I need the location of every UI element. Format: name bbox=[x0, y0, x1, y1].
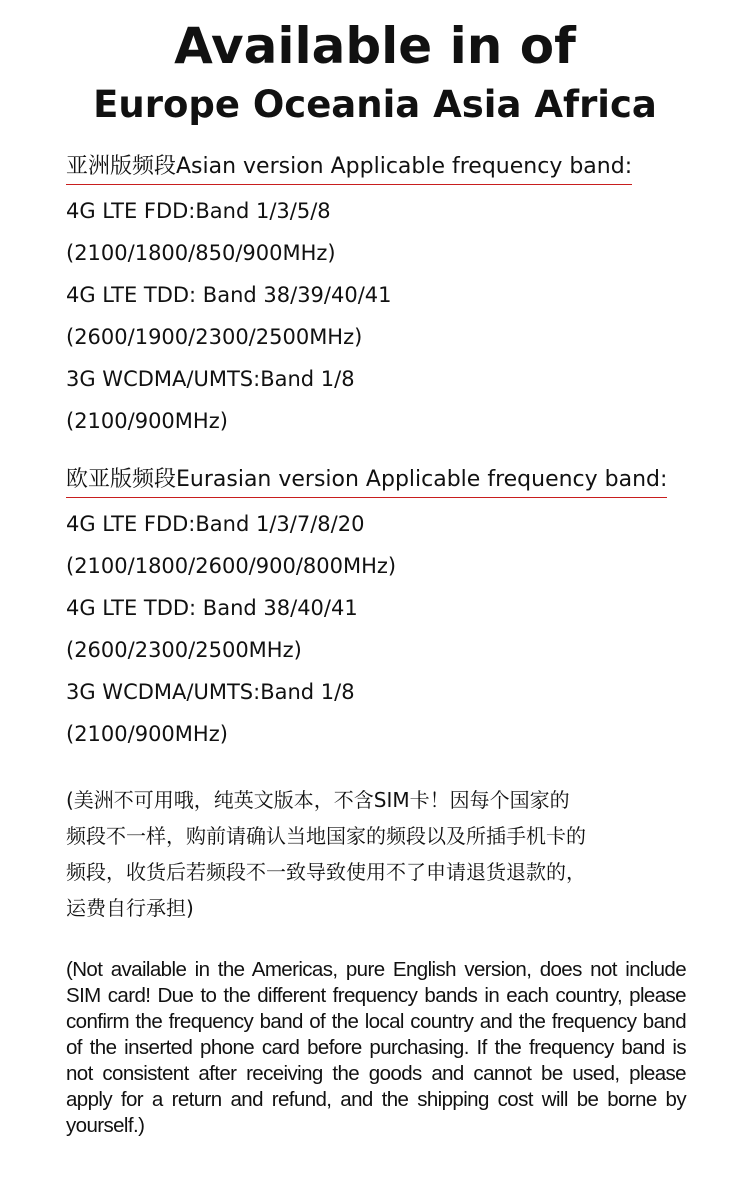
band-line: (2100/900MHz) bbox=[66, 409, 228, 433]
band-line: (2600/1900/2300/2500MHz) bbox=[66, 325, 363, 349]
band-line: (2100/1800/2600/900/800MHz) bbox=[66, 554, 397, 578]
chinese-notice-line: (美洲不可用哦，纯英文版本，不含SIM卡！因每个国家的 bbox=[66, 788, 570, 812]
asian-band-list bbox=[66, 190, 726, 442]
band-line: 3G WCDMA/UMTS:Band 1/8 bbox=[66, 367, 355, 391]
chinese-notice bbox=[66, 782, 696, 926]
band-line: (2100/900MHz) bbox=[66, 722, 228, 746]
eurasian-band-list bbox=[66, 503, 726, 755]
english-notice: (Not available in the Americas, pure English version, does not include SIM card! Due to the different frequency bands in each country, please confirm the frequency band of the local country and the frequency band of the inserted phone card before purchasing. If the frequency band is not consistent after receiving the goods and cannot be used, please apply for a return and refund, and the shipping cost will be borne by yourself.) bbox=[66, 958, 686, 1137]
page-title: Available in of bbox=[174, 17, 576, 75]
band-line: 4G LTE FDD:Band 1/3/7/8/20 bbox=[66, 512, 365, 536]
band-line: 3G WCDMA/UMTS:Band 1/8 bbox=[66, 680, 355, 704]
band-line: (2600/2300/2500MHz) bbox=[66, 638, 302, 662]
asian-version-heading: 亚洲版频段Asian version Applicable frequency band: bbox=[66, 152, 632, 185]
eurasian-version-section bbox=[66, 465, 726, 755]
eurasian-version-heading: 欧亚版频段Eurasian version Applicable frequency band: bbox=[66, 465, 667, 498]
band-line: 4G LTE FDD:Band 1/3/5/8 bbox=[66, 199, 331, 223]
regions-subtitle: Europe Oceania Asia Africa bbox=[93, 83, 657, 126]
chinese-notice-line: 运费自行承担) bbox=[66, 896, 194, 920]
band-line: 4G LTE TDD: Band 38/40/41 bbox=[66, 596, 358, 620]
chinese-notice-line: 频段不一样，购前请确认当地国家的频段以及所插手机卡的 bbox=[66, 824, 586, 848]
asian-version-section bbox=[66, 152, 726, 442]
chinese-notice-line: 频段，收货后若频段不一致导致使用不了申请退货退款的， bbox=[66, 860, 586, 884]
band-line: (2100/1800/850/900MHz) bbox=[66, 241, 336, 265]
band-line: 4G LTE TDD: Band 38/39/40/41 bbox=[66, 283, 392, 307]
